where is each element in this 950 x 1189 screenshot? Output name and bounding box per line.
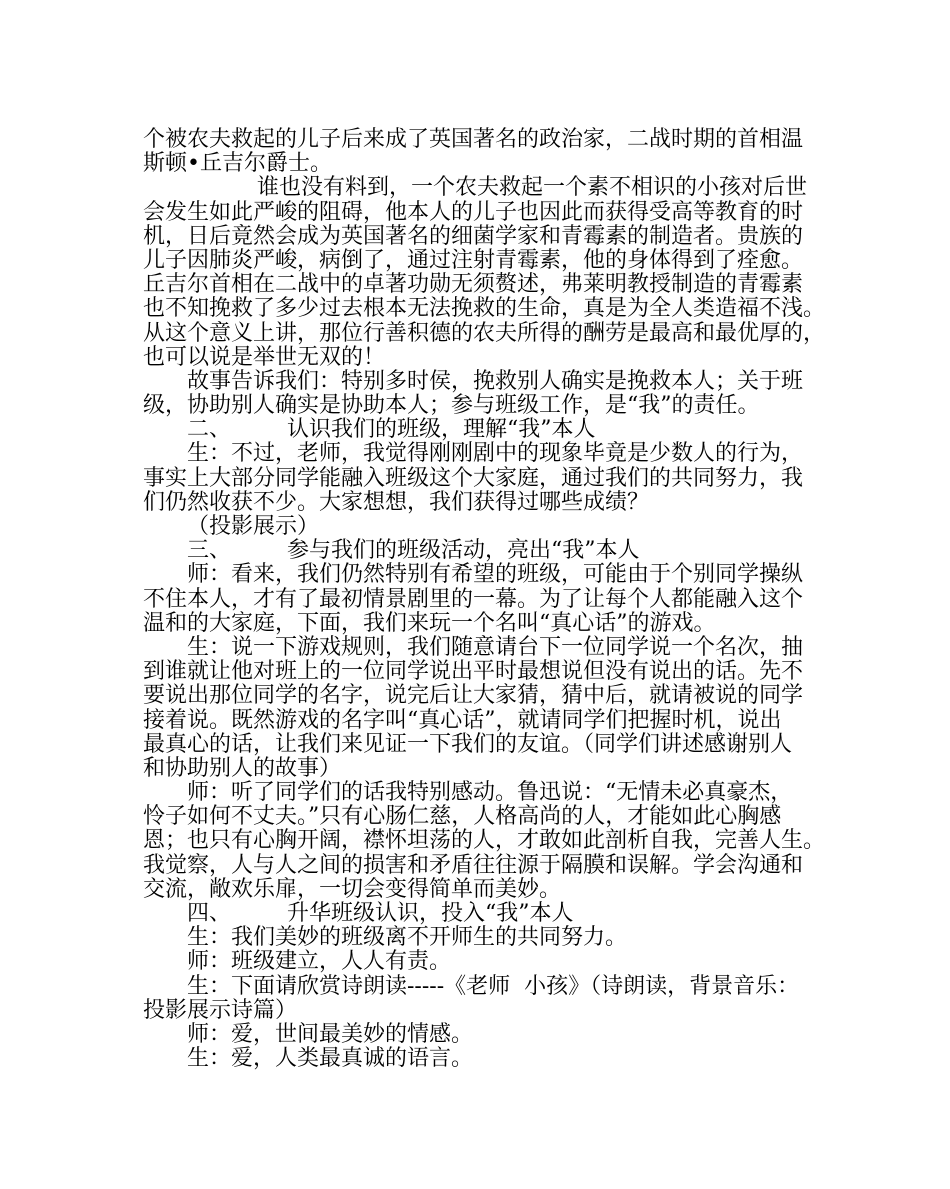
text-line: 温和的大家庭，下面，我们来玩一个名叫“真心话”的游戏。	[143, 610, 716, 636]
text-line: 生：说一下游戏规则，我们随意请台下一位同学说一个名次，抽	[187, 634, 804, 660]
text-line: 师：班级建立，人人有责。	[187, 949, 452, 975]
text-line: （投影展示）	[187, 514, 320, 539]
text-line: 故事告诉我们：特别多时侯，挽救别人确实是挽救本人；关于班	[187, 368, 804, 394]
text-line: 事实上大部分同学能融入班级这个大家庭，通过我们的共同努力，我	[143, 465, 804, 491]
text-line: 从这个意义上讲，那位行善积德的农夫所得的酬劳是最高和最优厚的，	[143, 320, 826, 346]
body-text	[143, 127, 826, 1072]
text-line: 到谁就让他对班上的一位同学说出平时最想说但没有说出的话。先不	[143, 659, 804, 685]
text-line: 最真心的话，让我们来见证一下我们的友谊。（同学们讲述感谢别人	[143, 731, 793, 757]
text-line: 谁也没有料到，一个农夫救起一个素不相识的小孩对后世	[257, 175, 808, 201]
text-line: 级，协助别人确实是协助本人；参与班级工作，是“我”的责任。	[143, 393, 760, 419]
text-line: 个被农夫救起的儿子后来成了英国著名的政治家，二战时期的首相温	[143, 127, 804, 152]
text-line: 和协助别人的故事）	[143, 755, 342, 781]
text-line: 会发生如此严峻的阻碍，他本人的儿子也因此而获得受高等教育的时	[143, 199, 804, 225]
text-line: 生：爱，人类最真诚的语言。	[187, 1046, 474, 1072]
text-line: 们仍然收获不少。大家想想，我们获得过哪些成绩？	[143, 489, 650, 515]
text-line: 斯顿•丘吉尔爵士。	[143, 151, 332, 177]
text-line: 我觉察，人与人之间的损害和矛盾往往源于隔膜和误解。学会沟通和	[143, 852, 804, 878]
text-line: 二、 认识我们的班级，理解“我”本人	[187, 417, 596, 443]
text-line: 不住本人，才有了最初情景剧里的一幕。为了让每个人都能融入这个	[143, 586, 804, 612]
text-line: 生：不过，老师，我觉得刚刚剧中的现象毕竟是少数人的行为，	[187, 441, 804, 467]
text-line: 儿子因肺炎严峻，病倒了，通过注射青霉素，他的身体得到了痊愈。	[143, 247, 804, 273]
text-line: 接着说。既然游戏的名字叫“真心话”，就请同学们把握时机，说出	[143, 707, 782, 733]
text-line: 要说出那位同学的名字，说完后让大家猜，猜中后，就请被说的同学	[143, 683, 804, 709]
text-line: 交流，敞欢乐扉，一切会变得简单而美妙。	[143, 876, 562, 902]
text-line: 也不知挽救了多少过去根本无法挽救的生命，真是为全人类造福不浅。	[143, 296, 826, 322]
text-line: 机，日后竟然会成为英国著名的细菌学家和青霉素的制造者。贵族的	[143, 223, 804, 249]
text-line: 生：我们美妙的班级离不开师生的共同努力。	[187, 925, 628, 951]
text-line: 投影展示诗篇）	[143, 997, 298, 1023]
text-line: 师：看来，我们仍然特别有希望的班级，可能由于个别同学操纵	[187, 562, 804, 588]
text-line: 生：下面请欣赏诗朗读-----《老师 小孩》（诗朗读，背景音乐：	[187, 973, 800, 999]
text-line: 恩；也只有心胸开阔，襟怀坦荡的人，才敢如此剖析自我，完善人生。	[143, 828, 826, 854]
text-line: 怜子如何不丈夫。”只有心肠仁慈，人格高尚的人，才能如此心胸感	[143, 804, 782, 830]
text-line: 师：听了同学们的话我特别感动。鲁迅说：“无情未必真豪杰，	[187, 780, 793, 806]
text-line: 师：爱，世间最美妙的情感。	[187, 1021, 474, 1047]
text-line: 三、 参与我们的班级活动，亮出“我”本人	[187, 538, 640, 564]
text-line: 四、 升华班级认识，投入“我”本人	[187, 901, 574, 926]
text-line: 丘吉尔首相在二战中的卓著功勋无须赘述，弗莱明教授制造的青霉素	[143, 272, 804, 298]
text-line: 也可以说是举世无双的！	[143, 344, 386, 370]
